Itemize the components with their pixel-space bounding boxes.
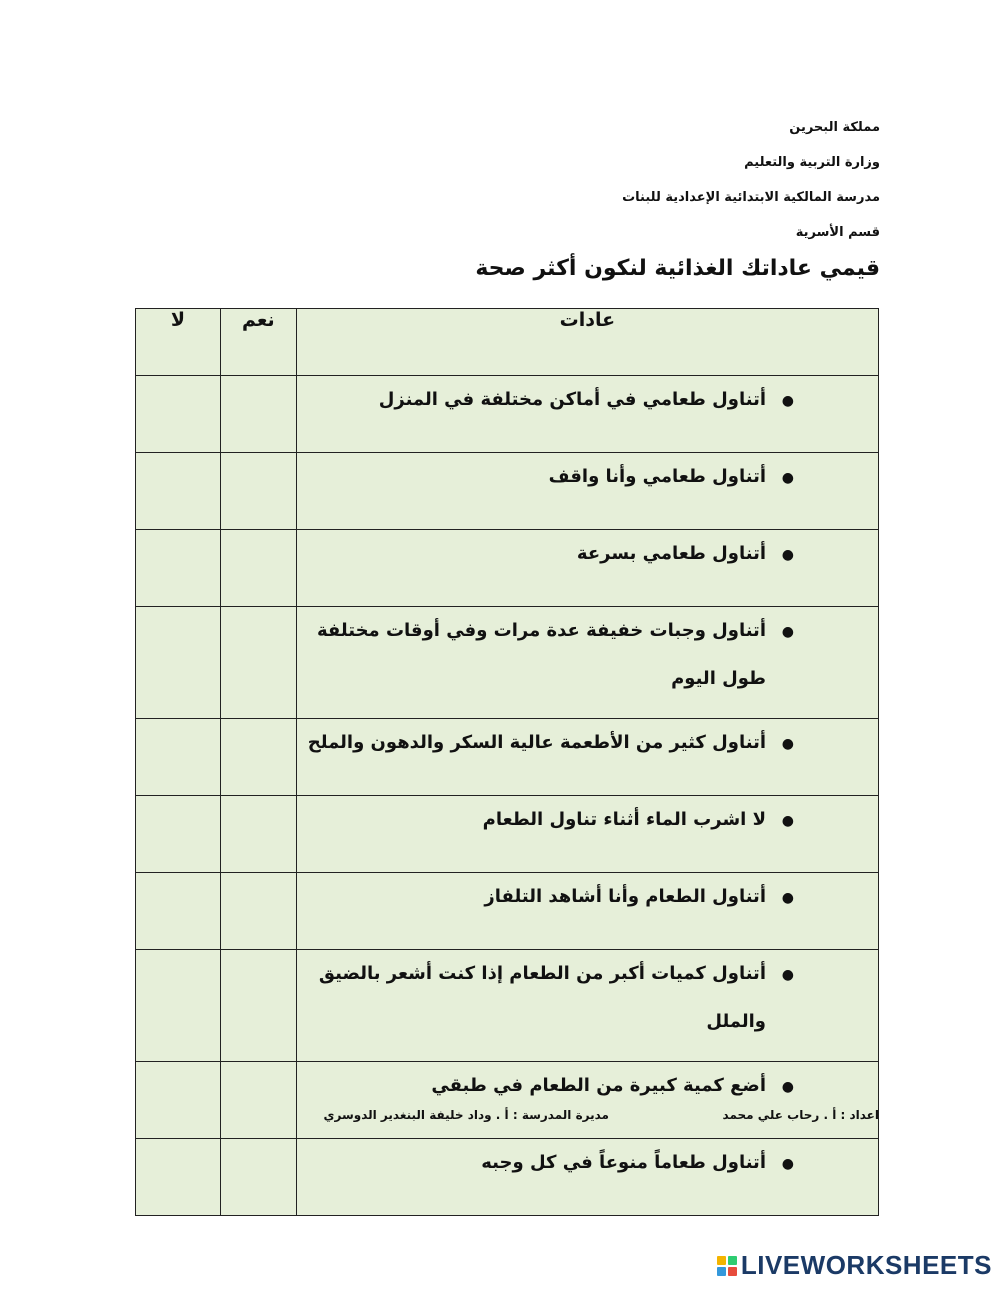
habit-cell — [296, 796, 878, 873]
bullet-icon: ● — [781, 547, 794, 563]
prepared-by: اعداد : أ . رحاب علي محمد — [722, 1108, 879, 1122]
table-row — [136, 719, 879, 796]
habit-cell — [296, 873, 878, 950]
habit-cell — [296, 719, 878, 796]
habit-text: أتناول طعامي في أماكن مختلفة في المنزل — [378, 389, 766, 410]
table-row — [136, 530, 879, 607]
kingdom-line: مملكة البحرين — [789, 120, 880, 135]
yes-answer-cell[interactable] — [220, 796, 296, 873]
worksheet-title: قيمي عاداتك الغذائية لنكون أكثر صحة — [475, 256, 880, 281]
habit-text: أتناول طعامي بسرعة — [576, 543, 766, 564]
logo-square — [728, 1267, 737, 1276]
no-answer-cell[interactable] — [136, 796, 221, 873]
bullet-icon: ● — [781, 470, 794, 486]
table-row — [136, 453, 879, 530]
yes-answer-cell[interactable] — [220, 607, 296, 719]
habit-cell — [296, 1139, 878, 1216]
no-answer-cell[interactable] — [136, 607, 221, 719]
habit-text: أتناول كثير من الأطعمة عالية السكر والدهون والملح — [307, 732, 766, 753]
yes-answer-cell[interactable] — [220, 719, 296, 796]
bullet-icon: ● — [781, 890, 794, 906]
habit-cell — [296, 950, 878, 1062]
habit-cell — [296, 376, 878, 453]
table-row — [136, 607, 879, 719]
habit-text: أتناول طعاماً منوعاً في كل وجبه — [481, 1152, 766, 1173]
column-header-yes: نعم — [220, 309, 296, 376]
logo-square — [717, 1267, 726, 1276]
habit-text: أتناول كميات أكبر من الطعام إذا كنت أشعر بالضيق والملل — [318, 963, 766, 1032]
liveworksheets-logo-icon — [717, 1256, 737, 1276]
ministry-line: وزارة التربية والتعليم — [744, 155, 880, 170]
habit-text: أضع كمية كبيرة من الطعام في طبقي — [431, 1075, 766, 1096]
yes-answer-cell[interactable] — [220, 1139, 296, 1216]
no-answer-cell[interactable] — [136, 453, 221, 530]
department-line: قسم الأسرية — [795, 225, 880, 240]
bullet-icon: ● — [781, 967, 794, 983]
liveworksheets-brand — [717, 1250, 992, 1281]
bullet-icon: ● — [781, 813, 794, 829]
no-answer-cell[interactable] — [136, 719, 221, 796]
school-header — [380, 118, 880, 258]
habits-table — [135, 308, 879, 1216]
bullet-icon: ● — [781, 1079, 794, 1095]
yes-answer-cell[interactable] — [220, 453, 296, 530]
no-answer-cell[interactable] — [136, 1139, 221, 1216]
habit-cell — [296, 607, 878, 719]
yes-answer-cell[interactable] — [220, 376, 296, 453]
bullet-icon: ● — [781, 393, 794, 409]
table-row — [136, 376, 879, 453]
column-header-no: لا — [136, 309, 221, 376]
no-answer-cell[interactable] — [136, 376, 221, 453]
table-row — [136, 1139, 879, 1216]
brand-name: LIVEWORKSHEETS — [740, 1250, 992, 1280]
table-header-row — [136, 309, 879, 376]
habit-text: أتناول الطعام وأنا أشاهد التلفاز — [484, 886, 766, 907]
habit-cell — [296, 453, 878, 530]
bullet-icon: ● — [781, 736, 794, 752]
no-answer-cell[interactable] — [136, 950, 221, 1062]
no-answer-cell[interactable] — [136, 530, 221, 607]
logo-square — [717, 1256, 726, 1265]
yes-answer-cell[interactable] — [220, 530, 296, 607]
bullet-icon: ● — [781, 624, 794, 640]
habit-text: أتناول طعامي وأنا واقف — [548, 466, 766, 487]
table-row — [136, 950, 879, 1062]
logo-square — [728, 1256, 737, 1265]
school-name-line: مدرسة المالكية الابتدائية الإعدادية للبنات — [622, 190, 880, 205]
no-answer-cell[interactable] — [136, 873, 221, 950]
habit-text: أتناول وجبات خفيفة عدة مرات وفي أوقات مختلفة طول اليوم — [317, 620, 766, 689]
footer — [135, 1108, 879, 1128]
yes-answer-cell[interactable] — [220, 873, 296, 950]
table-row — [136, 796, 879, 873]
habit-cell — [296, 530, 878, 607]
column-header-habits: عادات — [296, 309, 878, 376]
habit-text: لا اشرب الماء أثناء تناول الطعام — [482, 809, 766, 830]
principal-name: مديرة المدرسة : أ . وداد خليفة البنغدير الدوسري — [323, 1108, 609, 1122]
bullet-icon: ● — [781, 1156, 794, 1172]
table-row — [136, 873, 879, 950]
yes-answer-cell[interactable] — [220, 950, 296, 1062]
